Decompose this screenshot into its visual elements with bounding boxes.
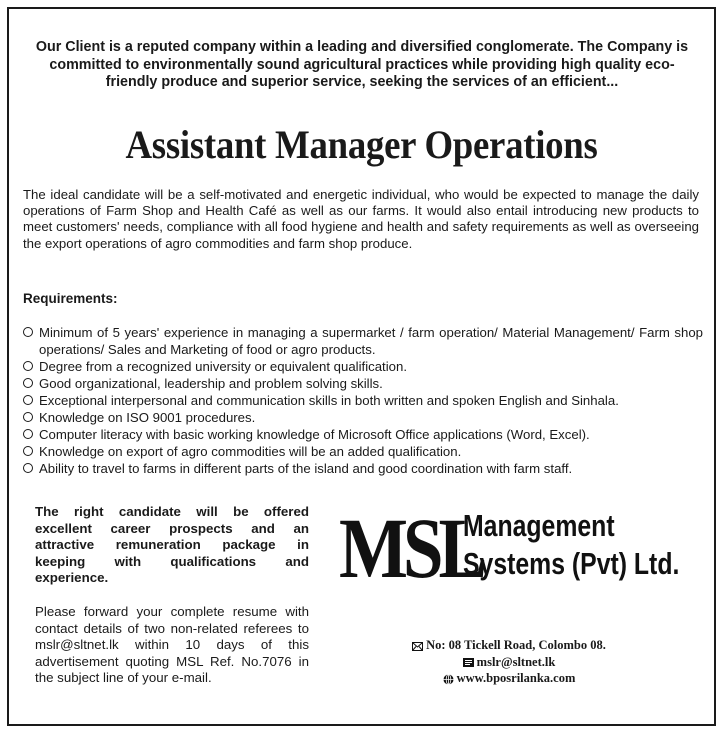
website-link[interactable]: www.bposrilanka.com <box>456 671 576 685</box>
address-row <box>384 637 634 654</box>
globe-icon <box>443 674 454 685</box>
requirements-heading: Requirements: <box>23 291 118 306</box>
circle-bullet-icon <box>23 395 33 405</box>
job-title: Assistant Manager Operations <box>125 122 598 167</box>
job-description: The ideal candidate will be a self-motivated and energetic individual, who would be expected to manage the daily operations of Farm Shop and Health Café as well as our farms. It would also entail introducing new products to meet customers' needs, compliance with all food hygiene and health and safety requirements as well as overseeing the export operations of agro commodities and farm shop produce. <box>23 187 699 251</box>
company-name <box>463 507 679 583</box>
circle-bullet-icon <box>23 361 33 371</box>
circle-bullet-icon <box>23 429 33 439</box>
requirement-item: Exceptional interpersonal and communication skills in both written and spoken English and Sinhala. <box>23 392 703 409</box>
requirement-item: Good organizational, leadership and problem solving skills. <box>23 375 703 392</box>
circle-bullet-icon <box>23 412 33 422</box>
email-row <box>384 654 634 671</box>
requirement-item: Computer literacy with basic working knowledge of Microsoft Office applications (Word, Excel). <box>23 426 703 443</box>
circle-bullet-icon <box>23 463 33 473</box>
email-icon <box>463 658 474 667</box>
address-text: No: 08 Tickell Road, Colombo 08. <box>426 638 606 652</box>
company-name-line1: Management <box>463 508 615 543</box>
email-link[interactable]: mslr@sltnet.lk <box>476 654 556 669</box>
circle-bullet-icon <box>23 378 33 388</box>
requirement-item: Ability to travel to farms in different parts of the island and good coordination with farm staff. <box>23 460 703 477</box>
contact-block <box>384 637 634 687</box>
requirement-item: Knowledge on ISO 9001 procedures. <box>23 409 703 426</box>
job-advertisement <box>7 7 716 726</box>
website-row <box>384 670 634 687</box>
circle-bullet-icon <box>23 446 33 456</box>
requirements-list <box>23 324 703 477</box>
circle-bullet-icon <box>23 327 33 337</box>
requirement-item: Minimum of 5 years' experience in managing a supermarket / farm operation/ Material Management/ Farm shop operations/ Sales and Marketing of food or agro products. <box>23 324 703 358</box>
intro-text: Our Client is a reputed company within a leading and diversified conglomerate. The Company is committed to environmentally sound agricultural practices while providing high quality eco-friendly produce and superior service, seeking the services of an efficient... <box>35 39 689 90</box>
company-name-line2: Systems (Pvt) Ltd. <box>463 546 680 581</box>
envelope-icon <box>412 642 423 651</box>
application-instructions: Please forward your complete resume with contact details of two non-related referees to mslr@sltnet.lk within 10 days of this advertisement quoting MSL Ref. No.7076 in the subject line of your e-mail. <box>35 604 309 686</box>
requirement-item: Degree from a recognized university or equivalent qualification. <box>23 358 703 375</box>
company-logo-mark: MSL <box>339 500 483 596</box>
requirement-item: Knowledge on export of agro commodities will be an added qualification. <box>23 443 703 460</box>
offer-text: The right candidate will be offered excellent career prospects and an attractive remuneration package in keeping with qualifications and experience. <box>35 504 309 586</box>
